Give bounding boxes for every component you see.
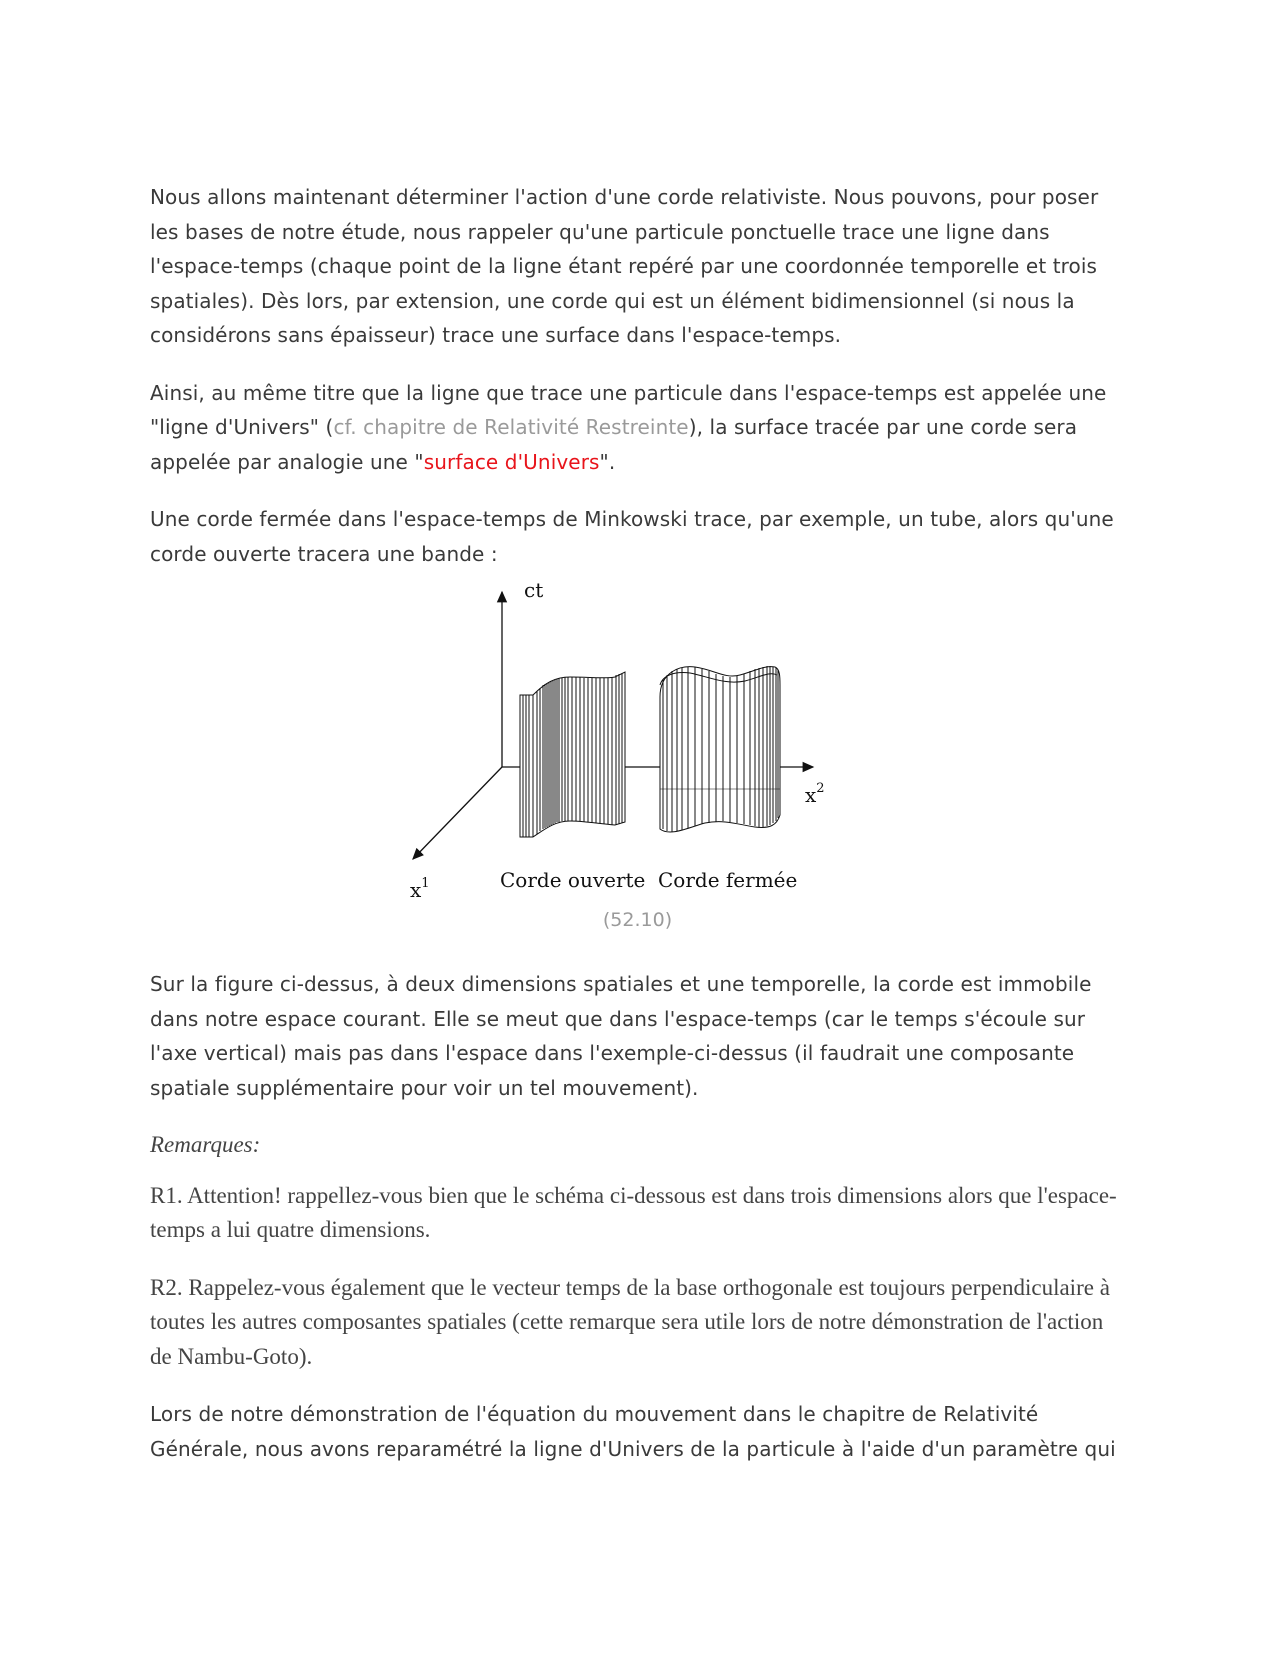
remark-r1: R1. Attention! rappellez-vous bien que le schéma ci-dessous est dans trois dimensions alors que l'espace-temps a lui quatre dimensions. — [150, 1182, 1117, 1242]
term-surface-univers[interactable]: surface d'Univers — [423, 449, 600, 474]
text-segment: ". — [599, 449, 616, 474]
x1-axis — [413, 767, 502, 859]
link-special-relativity[interactable]: cf. chapitre de Relativité Restreinte — [333, 415, 689, 439]
x2-axis-label: $x^2$ — [805, 781, 825, 807]
paragraph-intro: Nous allons maintenant déterminer l'action d'une corde relativiste. Nous pouvons, pour poser les bases de notre étude, nous rappeler qu'une particule ponctuelle trace une ligne dans l'espace-temps (chaque point de la ligne étant repéré par une coordonnée temporelle et trois spatiales). Dès lors, par extension, une corde qui est un élément bidimensionnel (si nous la considérons sans épaisseur) trace une surface dans l'espace-temps. — [150, 185, 1099, 347]
worldsheet-diagram — [405, 567, 845, 912]
open-string-band — [520, 672, 625, 837]
paragraph-reparametrization: Lors de notre démonstration de l'équation du mouvement dans le chapitre de Relativité Générale, nous avons reparamétré la ligne d'Univers de la particule à l'aide d'un paramètre qui — [150, 1402, 1116, 1461]
remarks-heading: Remarques: — [150, 1132, 261, 1157]
x1-axis-label: $x^1$ — [410, 876, 430, 902]
paragraph-world-surface — [150, 376, 1125, 480]
text-segment: Ainsi, au même titre que la ligne que trace une particule dans l'espace-temps est appelée une "ligne d'Univers" ( — [150, 380, 1107, 439]
document-body — [150, 180, 1125, 1489]
remark-r2: R2. Rappelez-vous également que le vecteur temps de la base orthogonale est toujours perpendiculaire à toutes les autres composantes spatiales (cette remarque sera utile lors de notre démonstration de l'action de Nambu-Goto). — [150, 1274, 1110, 1369]
figure-string-worldsheets — [150, 557, 1125, 967]
open-string-label: Corde ouverte — [500, 868, 646, 892]
figure-caption: (52.10) — [602, 909, 673, 931]
closed-string-label: Corde fermée — [658, 868, 798, 892]
closed-string-tube — [660, 666, 780, 832]
paragraph-figure-explanation: Sur la figure ci-dessus, à deux dimensions spatiales et une temporelle, la corde est immobile dans notre espace courant. Elle se meut que dans l'espace-temps (car le temps s'écoule sur l'axe vertical) mais pas dans l'espace dans l'exemple-ci-dessus (il faudrait une composante spatiale supplémentaire pour voir un tel mouvement). — [150, 972, 1092, 1100]
paragraph-tube-band: Une corde fermée dans l'espace-temps de Minkowski trace, par exemple, un tube, alors qu'une corde ouverte tracera une bande : — [150, 507, 1114, 566]
ct-axis-label: ct — [524, 578, 544, 602]
text-segment: ), la surface tracée par une corde sera appelée par analogie une " — [150, 415, 1078, 474]
